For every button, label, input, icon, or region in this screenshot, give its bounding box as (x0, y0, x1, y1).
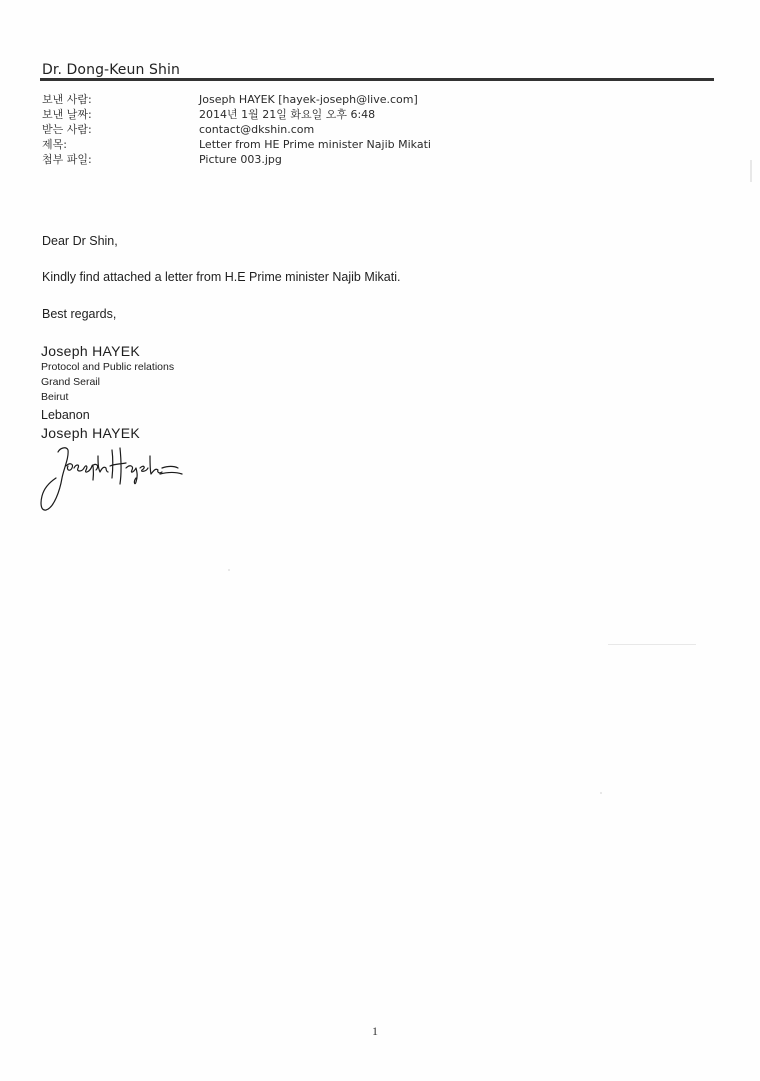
scan-artifact (600, 792, 602, 794)
meta-value-date: 2014년 1월 21일 화요일 오후 6:48 (199, 108, 376, 121)
signature-name-repeat: Joseph HAYEK (41, 425, 141, 441)
signature-country: Lebanon (41, 408, 90, 422)
meta-label-date: 보낸 날짜: (42, 108, 92, 121)
meta-label-subject: 제목: (42, 138, 67, 151)
handwritten-signature (36, 438, 186, 518)
signature-block (41, 342, 174, 442)
meta-label-to: 받는 사람: (42, 123, 92, 136)
scan-artifact (608, 644, 696, 645)
signature-city: Beirut (41, 391, 69, 403)
page-owner-name: Dr. Dong-Keun Shin (42, 62, 180, 78)
signature-title: Protocol and Public relations (41, 361, 175, 373)
meta-label-from: 보낸 사람: (42, 93, 92, 106)
letter-closing: Best regards, (42, 307, 117, 321)
letter-message: Kindly find attached a letter from H.E Prime minister Najib Mikati. (42, 270, 401, 284)
letter-greeting: Dear Dr Shin, (42, 234, 118, 248)
scan-artifact (750, 160, 752, 182)
signature-office: Grand Serail (41, 376, 100, 388)
meta-row-attachment (42, 152, 682, 167)
meta-row-to (42, 122, 682, 137)
meta-row-date (42, 107, 682, 122)
meta-label-attachment: 첨부 파일: (42, 153, 92, 166)
email-meta (42, 92, 682, 167)
meta-value-to: contact@dkshin.com (199, 123, 315, 136)
meta-row-subject (42, 137, 682, 152)
meta-value-attachment: Picture 003.jpg (199, 153, 282, 166)
signature-name: Joseph HAYEK (41, 343, 141, 359)
meta-value-from: Joseph HAYEK [hayek-joseph@live.com] (199, 93, 418, 106)
page-number: 1 (372, 1024, 378, 1038)
scan-artifact (228, 569, 230, 571)
meta-value-subject: Letter from HE Prime minister Najib Mikati (199, 138, 431, 151)
meta-row-from (42, 92, 682, 107)
header-rule (40, 78, 714, 81)
